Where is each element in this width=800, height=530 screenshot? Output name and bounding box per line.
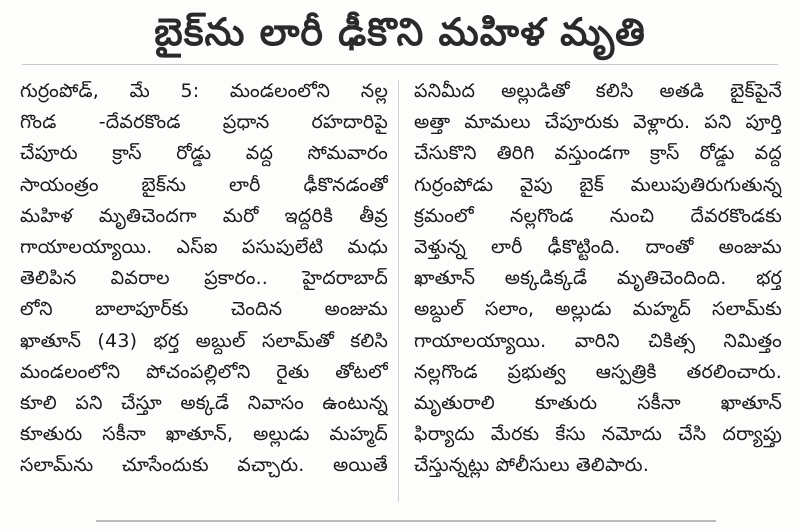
text-line: చేపూరు క్రాస్ రోడ్డు వద్ద సోమవారం [20,142,388,165]
text-line: కూలి పని చేస్తూ అక్కడే నివాసం ఉంటున్న [20,391,388,414]
text-line: సాయంత్రం బైక్‌ను లారీ ఢీకొనడంతో [20,173,388,196]
text-line: గుర్రంపోడ్, మే 5: మండలంలోని నల్ల [20,80,388,102]
text-line: సలామ్‌ను చూసేందుకు వచ్చారు. అయితే [20,454,388,477]
column-divider [398,80,399,502]
text-line: చేసుకొని తిరిగి వస్తుండగా క్రాస్ రోడ్డు వద్ద [414,142,782,165]
article-column-left [20,76,388,481]
text-line: నల్లగొండ ప్రభుత్వ ఆస్పత్రికి తరలించారు. [414,360,782,383]
text-line: గొండ -దేవరకొండ ప్రధాన రహదారిపై [20,111,388,134]
text-line: అబ్దుల్ సలాం, అల్లుడు మహ్మద్ సలామ్‌కు [414,298,782,321]
text-line: తెలిపిన వివరాల ప్రకారం.. హైదరాబాద్ [20,267,388,290]
article-column-right [414,76,782,481]
text-line: ఖాతూన్ (43) భర్త అబ్దుల్ సలామ్‌తో కలిసి [20,329,388,352]
text-line: మహిళ మృతిచెందగా మరో ఇద్దరికి తీవ్ర [20,204,388,227]
text-line: గుర్రంపోడు వైపు బైక్ మలుపుతిరుగుతున్న [414,173,782,196]
text-line: అత్తా మామలు చేపూరుకు వెళ్లారు. పని పూర్తి [414,111,782,134]
text-line: ఫిర్యాదు మేరకు కేసు నమోదు చేసి దర్యాప్తు [414,423,782,446]
text-line: పనిమీద అల్లుడితో కలిసి అతడి బైక్‌పైనే [414,80,782,102]
text-line: క్రమంలో నల్లగొండ నుంచి దేవరకొండకు [414,204,782,227]
headline: బైక్‌ను లారీ ఢీకొని మహిళ మృతి [154,10,646,54]
text-line: గాయాలయ్యాయి. వారిని చికిత్స నిమిత్తం [414,329,782,352]
text-line: ఖాతూన్ అక్కడిక్కడే మృతిచెందింది. భర్త [414,267,782,290]
bottom-rule [96,520,716,522]
text-line: గాయాలయ్యాయి. ఎస్ఐ పసుపులేటి మధు [20,235,388,258]
text-line: మండలంలోని పోచంపల్లిలోని రైతు తోటలో [20,360,388,383]
text-line: కూతురు సకీనా ఖాతూన్, అల్లుడు మహ్మద్ [20,423,388,446]
text-line: లోని బాలాపూర్‌కు చెందిన అంజుమ [20,298,388,321]
headline-rule [22,64,778,65]
text-line: చేస్తున్నట్లు పోలీసులు తెలిపారు. [414,454,650,477]
text-line: మృతురాలి కూతురు సకీనా ఖాతూన్ [414,391,782,414]
text-line: వెళ్తున్న లారీ ఢీకొట్టింది. దాంతో అంజుమ [414,235,782,258]
